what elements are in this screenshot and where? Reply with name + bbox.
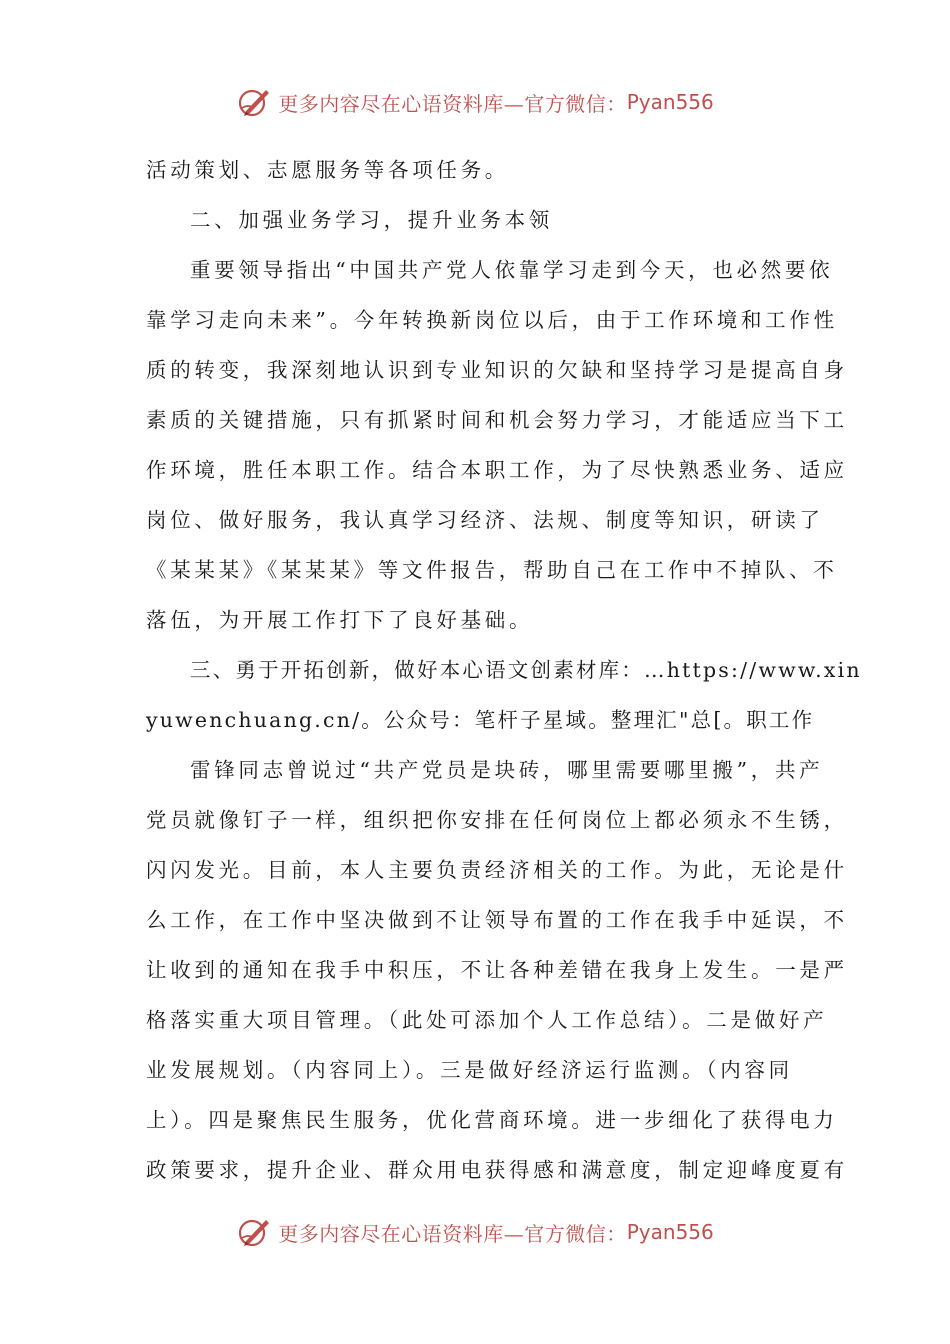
text-line: 活动策划、志愿服务等各项任务。 [146, 158, 509, 182]
text-line: 作环境，胜任本职工作。结合本职工作，为了尽快熟悉业务、适应 [146, 458, 848, 482]
text-line: 质的转变，我深刻地认识到专业知识的欠缺和坚持学习是提高自身 [146, 358, 848, 382]
text-line: 上）。四是聚焦民生服务，优化营商环境。进一步细化了获得电力 [146, 1108, 838, 1132]
text-line: 党员就像钉子一样，组织把你安排在任何岗位上都必须永不生锈， [146, 808, 848, 832]
pen-logo-icon [236, 1214, 272, 1250]
header-wechat-id: Pyan556 [626, 90, 714, 114]
footer-wechat-id: Pyan556 [626, 1220, 714, 1244]
text-line: 素质的关键措施，只有抓紧时间和机会努力学习，才能适应当下工 [146, 408, 848, 432]
text-line: 让收到的通知在我手中积压，不让各种差错在我身上发生。一是严 [146, 958, 848, 982]
document-body [146, 150, 862, 1200]
text-line: 业发展规划。（内容同上）。三是做好经济运行监测。（内容同 [146, 1058, 793, 1082]
pen-logo-icon [236, 84, 272, 120]
text-line: 《某某某》《某某某》等文件报告，帮助自己在工作中不掉队、不 [146, 558, 838, 582]
footer-banner [0, 1212, 950, 1252]
text-line: 靠学习走向未来”。今年转换新岗位以后，由于工作环境和工作性 [146, 308, 838, 332]
text-line: 闪闪发光。目前，本人主要负责经济相关的工作。为此，无论是什 [146, 858, 848, 882]
text-line: 雷锋同志曾说过“共产党员是块砖，哪里需要哪里搬”，共产 [190, 758, 824, 782]
text-line: 重要领导指出“中国共产党人依靠学习走到今天，也必然要依 [190, 258, 834, 282]
section-heading: 二、加强业务学习，提升业务本领 [190, 208, 553, 232]
header-banner-text: 更多内容尽在心语资料库—官方微信： [278, 91, 627, 116]
text-line: 政策要求，提升企业、群众用电获得感和满意度，制定迎峰度夏有 [146, 1158, 848, 1182]
text-line: 格落实重大项目管理。（此处可添加个人工作总结）。二是做好产 [146, 1008, 828, 1032]
text-line: 落伍，为开展工作打下了良好基础。 [146, 608, 534, 632]
text-line: 岗位、做好服务，我认真学习经济、法规、制度等知识，研读了 [146, 508, 824, 532]
section-heading: 三、勇于开拓创新，做好本心语文创素材库：…https://www.xin [190, 658, 862, 682]
text-line: yuwenchuang.cn/。公众号：笔杆子星域。整理汇"总[。职工作 [146, 708, 815, 732]
text-line: 么工作，在工作中坚决做到不让领导布置的工作在我手中延误，不 [146, 908, 848, 932]
header-banner [0, 82, 950, 122]
footer-banner-text: 更多内容尽在心语资料库—官方微信： [278, 1221, 627, 1246]
